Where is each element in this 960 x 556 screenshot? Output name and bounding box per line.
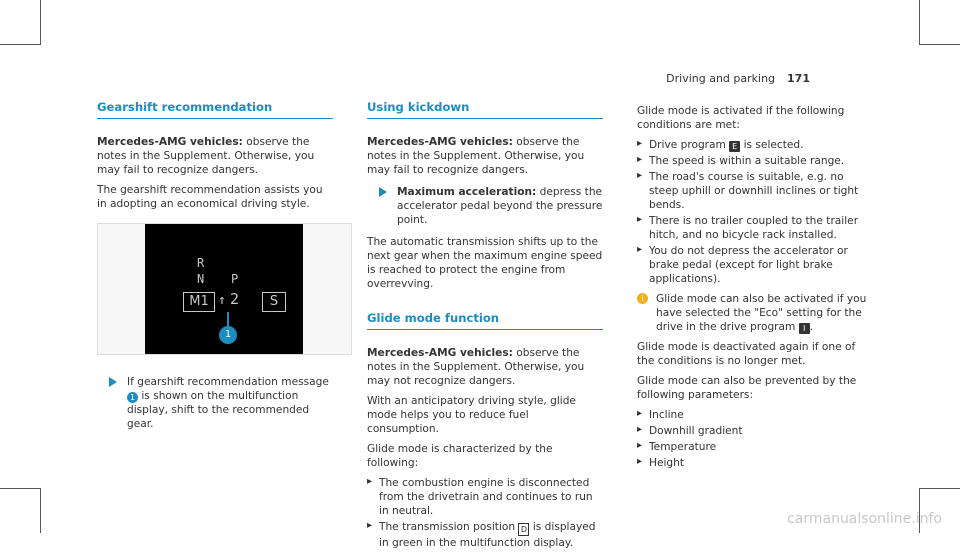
info-icon: i (637, 293, 648, 304)
list-item: ▸ Incline (637, 408, 873, 422)
note-text (656, 292, 873, 334)
bold-lead: Maximum acceleration: (397, 186, 537, 198)
text: The transmission position (379, 521, 519, 533)
crop-mark (0, 44, 41, 45)
gear-r: R (197, 256, 205, 270)
paragraph (367, 346, 603, 388)
heading-kickdown: Using kickdown (367, 100, 603, 119)
step-arrow-icon (379, 187, 387, 197)
heading-gearshift: Gearshift recommendation (97, 100, 333, 119)
instruction-step (97, 375, 333, 431)
crop-mark (919, 44, 960, 45)
list-item (367, 520, 603, 550)
paragraph: Glide mode is deactivated again if one of the conditions is no longer met. (637, 341, 856, 367)
step-arrow-icon (109, 377, 117, 387)
bold-lead: Mercedes-AMG vehicles: (97, 136, 243, 148)
list-item: ▸ The speed is within a suitable range. (637, 154, 873, 168)
m1-badge: M1 (183, 292, 215, 312)
paragraph: With an anticipatory driving style, glide mode helps you to reduce fuel consumption. (367, 395, 576, 435)
bullet-list (637, 138, 873, 286)
crop-mark (919, 0, 920, 45)
gear-p: P (231, 272, 239, 286)
column-2 (367, 100, 603, 556)
list-item (637, 138, 873, 152)
crop-mark (919, 488, 960, 489)
paragraph (367, 135, 603, 177)
step-text (127, 375, 333, 431)
bullet-list (637, 408, 873, 470)
list-item: ▸ There is no trailer coupled to the trailer hitch, and no bicycle rack installed. (637, 214, 873, 242)
watermark: carmanualsonline.info (787, 511, 942, 527)
text: Drive program (649, 139, 730, 151)
page-number: 171 (787, 72, 810, 85)
bold-lead: Mercedes-AMG vehicles: (367, 347, 513, 359)
text: observe the notes in the Supplement. Otherwise, you may fail to recognize dangers. (367, 136, 585, 176)
paragraph: Glide mode is characterized by the following: (367, 443, 553, 469)
step-text (397, 185, 603, 227)
text: If gearshift recommendation message (127, 376, 329, 388)
text: depress the accelerator pedal beyond the pressure point. (397, 186, 603, 226)
list-item: ▸ Temperature (637, 440, 873, 454)
gear-display-figure (97, 223, 352, 355)
list-item: ▸ The combustion engine is disconnected from the drivetrain and continues to run in neutral. (367, 476, 603, 518)
heading-glide-mode: Glide mode function (367, 311, 603, 330)
paragraph (97, 135, 333, 177)
text: is displayed in green in the multifunction display. (379, 521, 596, 549)
callout-number: 1 (219, 326, 237, 344)
list-item: ▸ The road's course is suitable, e.g. no steep uphill or downhill inclines or tight bends. (637, 170, 873, 212)
text: . (809, 321, 814, 333)
paragraph: Glide mode is activated if the following conditions are met: (637, 105, 845, 131)
callout-marker: 1 (127, 392, 138, 403)
list-item: ▸ Height (637, 456, 873, 470)
column-3 (637, 104, 873, 476)
text: is shown on the multifunction display, shift to the recommended gear. (127, 390, 310, 430)
paragraph: Glide mode can also be prevented by the following parameters: (637, 375, 857, 401)
drive-d-icon: D (518, 523, 529, 536)
crop-mark (40, 0, 41, 45)
upshift-arrow-icon: ↑ (218, 293, 226, 308)
recommended-gear: 2 (230, 290, 240, 308)
text: observe the notes in the Supplement. Otherwise, you may not recognize dangers. (367, 347, 585, 387)
text: observe the notes in the Supplement. Otherwise, you may fail to recognize dangers. (97, 136, 315, 176)
s-badge: S (262, 292, 286, 312)
paragraph: The gearshift recommendation assists you in adopting an economical driving style. (97, 184, 323, 210)
column-1 (97, 100, 333, 439)
multifunction-display (145, 224, 303, 354)
paragraph: The automatic transmission shifts up to the next gear when the maximum engine speed is reached to protect the engine from overrevving. (367, 236, 603, 290)
list-item: ▸ Downhill gradient (637, 424, 873, 438)
list-item: ▸ You do not depress the accelerator or brake pedal (except for light brake applications). (637, 244, 873, 286)
crop-mark (0, 488, 41, 489)
text: is selected. (740, 139, 804, 151)
running-header (666, 72, 810, 85)
bullet-list (367, 476, 603, 550)
text: Glide mode can also be activated if you have selected the "Eco" setting for the drive in the drive program (656, 293, 867, 333)
crop-mark (40, 488, 41, 533)
drive-program-e-icon: E (729, 141, 740, 152)
bold-lead: Mercedes-AMG vehicles: (367, 136, 513, 148)
drive-program-i-icon: I (799, 323, 810, 334)
note-block (637, 292, 873, 334)
section-title: Driving and parking (666, 72, 776, 85)
instruction-step (367, 185, 603, 227)
gear-n: N (197, 272, 205, 286)
